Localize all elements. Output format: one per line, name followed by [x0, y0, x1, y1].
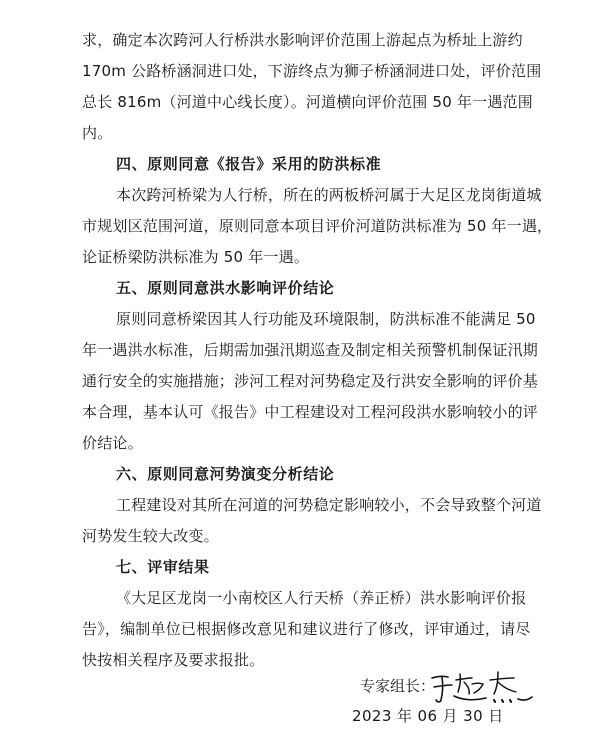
body-line: 本次跨河桥梁为人行桥，所在的两板桥河属于大足区龙岗街道城: [116, 186, 542, 204]
body-line: 原则同意桥梁因其人行功能及环境限制，防洪标准不能满足 50: [116, 310, 536, 328]
body-line: 170m 公路桥涵洞进口处，下游终点为狮子桥涵洞进口处，评价范围: [82, 62, 542, 80]
body-line: 快按相关程序及要求报批。: [82, 651, 265, 669]
body-line: 内。: [82, 124, 113, 142]
body-line: 总长 816m（河道中心线长度）。河道横向评价范围 50 年一遇范围: [82, 93, 533, 111]
section-heading-5: 五、原则同意洪水影响评价结论: [116, 279, 335, 297]
signature-date: 2023 年 06 月 30 日: [352, 707, 504, 725]
body-line: 通行安全的实施措施；涉河工程对河势稳定及行洪安全影响的评价基: [82, 372, 539, 390]
signature-label: 专家组长：: [360, 677, 436, 695]
body-line: 河势发生较大改变。: [82, 527, 219, 545]
section-heading-7: 七、评审结果: [116, 558, 210, 576]
body-line: 告》，编制单位已根据修改意见和建议进行了修改，评审通过，请尽: [82, 620, 531, 638]
body-line: 求，确定本次跨河人行桥洪水影响评价范围上游起点为桥址上游约: [82, 31, 523, 49]
body-line: 论证桥梁防洪标准为 50 年一遇。: [82, 248, 310, 266]
body-line: 工程建设对其所在河道的河势稳定影响较小，不会导致整个河道: [116, 496, 542, 514]
body-line: 年一遇洪水标准，后期需加强汛期巡查及制定相关预警机制保证汛期: [82, 341, 539, 359]
section-heading-4: 四、原则同意《报告》采用的防洪标准: [116, 155, 382, 173]
section-heading-6: 六、原则同意河势演变分析结论: [116, 465, 335, 483]
body-line: 价结论。: [82, 434, 143, 452]
body-line: 市规划区范围河道，原则同意本项目评价河道防洪标准为 50 年一遇，: [82, 217, 553, 235]
body-line: 本合理，基本认可《报告》中工程建设对工程河段洪水影响较小的评: [82, 403, 539, 421]
body-line: 《大足区龙岗一小南校区人行天桥（养正桥）洪水影响评价报: [116, 589, 527, 607]
handwritten-signature: [428, 664, 536, 708]
